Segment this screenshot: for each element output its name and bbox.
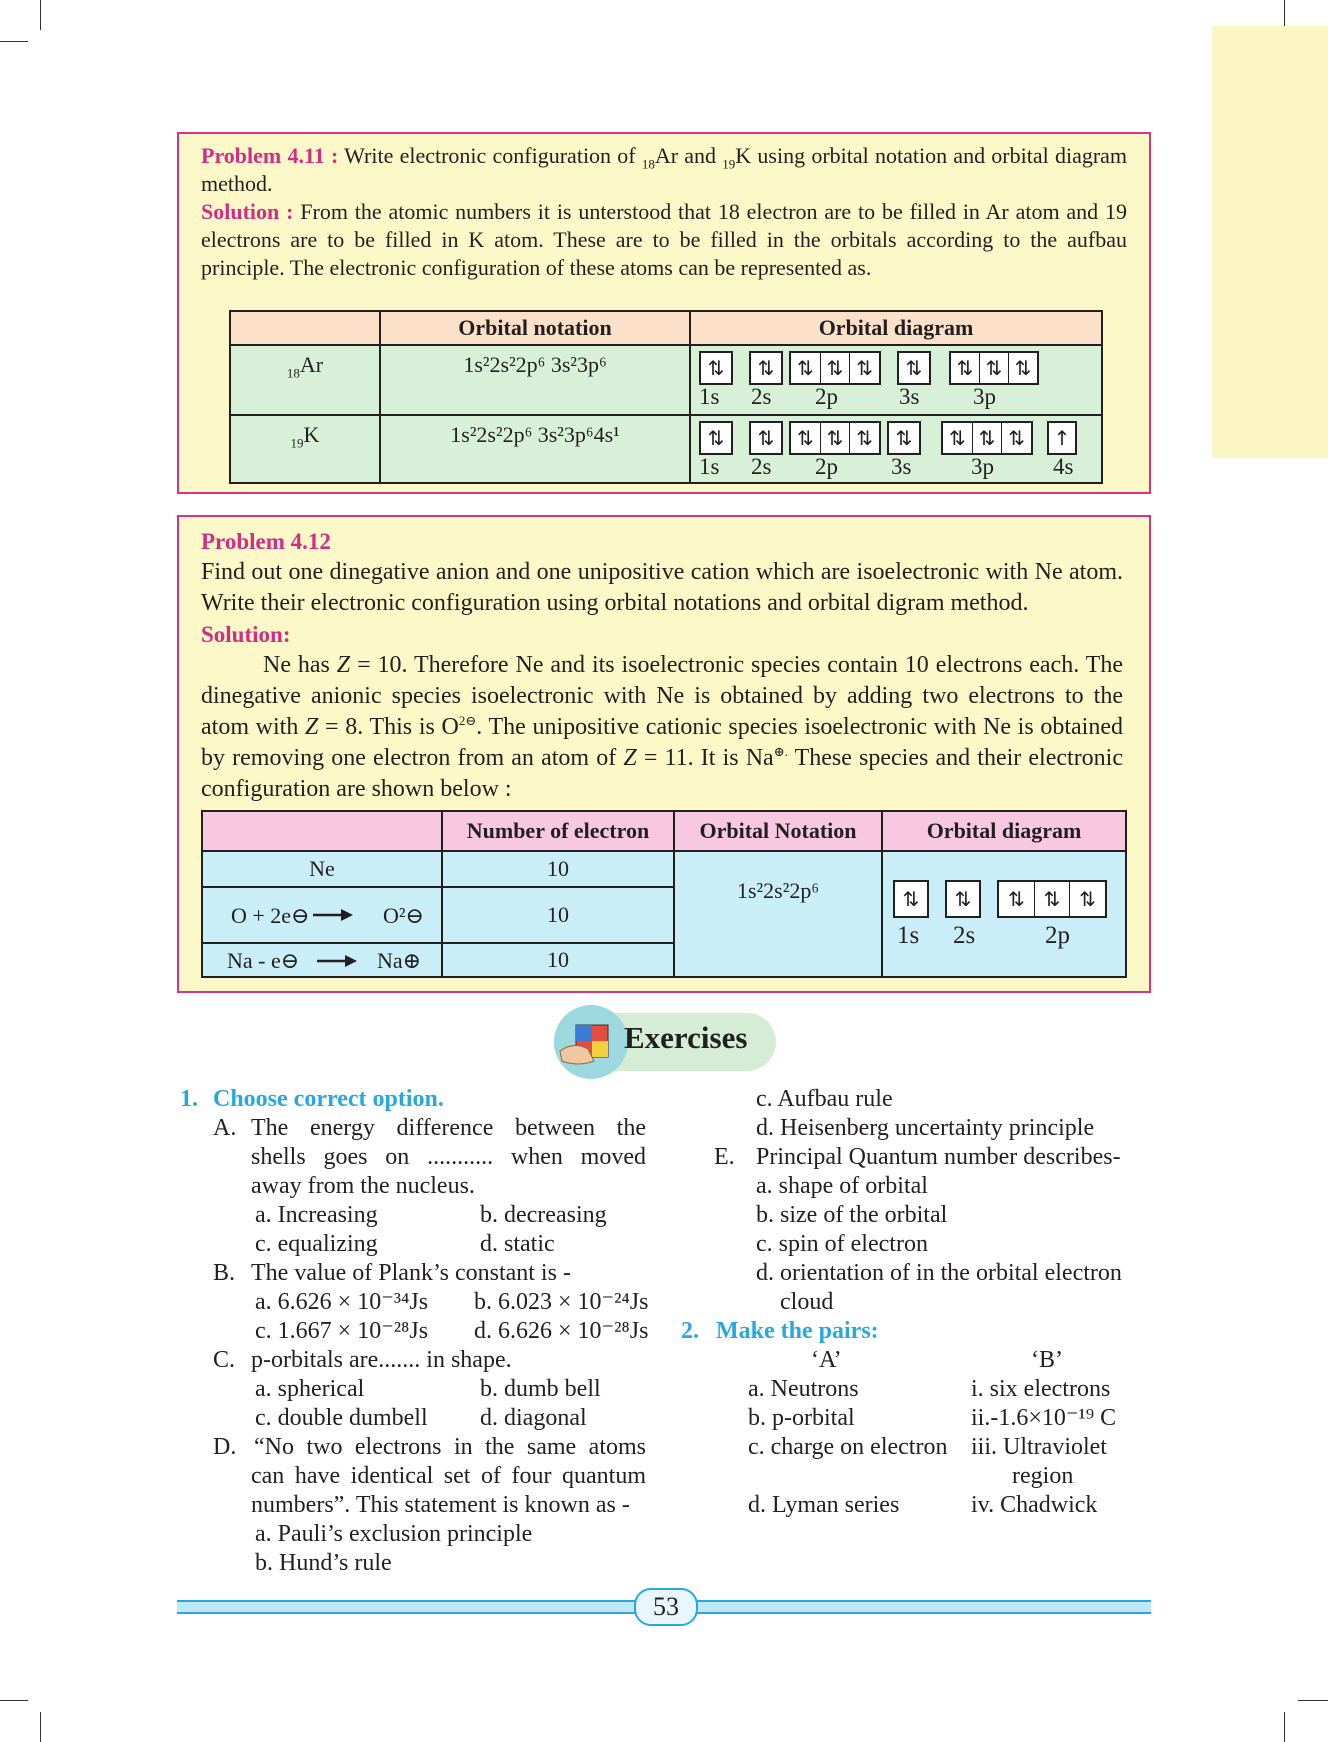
arrow-pair-icon: ⇅	[943, 423, 973, 453]
crop-mark	[40, 0, 41, 30]
option: c. spin of electron	[756, 1231, 928, 1257]
arrow-pair-icon: ⇅	[902, 887, 920, 911]
pair-b-item: region	[1012, 1463, 1074, 1489]
table-header	[202, 811, 442, 851]
table-header: Orbital diagram	[882, 811, 1126, 851]
orbital-box-2p	[997, 880, 1107, 918]
orbital-notation-cell: 1s²2s²2p⁶	[674, 851, 882, 977]
option: d. static	[480, 1231, 555, 1257]
option: d. Heisenberg uncertainty principle	[756, 1115, 1095, 1141]
option: a. shape of orbital	[756, 1173, 928, 1199]
orbital-box-2s	[749, 351, 783, 385]
arrow-pair-icon: ⇅	[895, 426, 913, 450]
arrow-pair-icon: ⇅	[905, 356, 923, 380]
option: a. 6.626 × 10⁻³⁴Js	[255, 1289, 429, 1315]
orbital-notation-cell: 1s²2s²2p⁶ 3s²3p⁶	[380, 345, 690, 415]
orbital-box-3s	[887, 421, 921, 455]
arrow-pair-icon: ⇅	[791, 423, 821, 453]
orbital-diagram: ⇅ ⇅ ⇅ ⇅ ⇅ ⇅ ⇅ ⇅ ⇅ ↑ 1s 2s 2p 3s 3p 4s	[691, 416, 1101, 452]
arrow-pair-icon: ⇅	[973, 423, 1003, 453]
arrow-pair-icon: ⇅	[1035, 882, 1071, 916]
orbital-diagram-cell	[690, 345, 1102, 415]
crop-mark	[1284, 1712, 1285, 1742]
arrow-pair-icon: ⇅	[757, 356, 775, 380]
arrow-pair-icon: ⇅	[791, 353, 821, 383]
exercises-title: Exercises	[624, 1020, 748, 1055]
orbital-box-2s	[749, 421, 783, 455]
arrow-pair-icon: ⇅	[954, 887, 972, 911]
option: c. Aufbau rule	[756, 1086, 893, 1112]
option: d. 6.626 × 10⁻²⁸Js	[474, 1318, 649, 1344]
table-header: Orbital notation	[380, 311, 690, 345]
pair-b-item: iii. Ultraviolet	[971, 1434, 1107, 1460]
solution-label: Solution :	[201, 199, 294, 224]
option: c. equalizing	[255, 1231, 378, 1257]
orbital-notation-cell: 1s²2s²2p⁶ 3s²3p⁶4s¹	[380, 415, 690, 483]
option: b. size of the orbital	[756, 1202, 948, 1228]
arrow-pair-icon: ⇅	[1008, 426, 1026, 450]
electron-count-cell: 10	[442, 943, 674, 977]
element-cell: $_{19}$K	[230, 415, 380, 483]
orbital-box-3p	[949, 351, 1039, 385]
arrow-pair-icon: ⇅	[821, 423, 851, 453]
species-cell: Ne	[202, 851, 442, 887]
orbital-box-1s	[893, 880, 929, 918]
arrow-pair-icon: ⇅	[707, 356, 725, 380]
problem-4-11-solution: Solution : From the atomic numbers it is unterstood that 18 electron are to be filled in Ar atom and 19 electrons are to be filled in K atom. These are to be filled in the orbitals according to the aufbau principle. The electronic configuration of these atoms can be represented as.	[201, 199, 1128, 280]
pair-a-item: d. Lyman series	[748, 1492, 900, 1518]
option: a. Pauli’s exclusion principle	[255, 1521, 533, 1547]
crop-mark	[1298, 1700, 1328, 1701]
crop-mark	[0, 1700, 28, 1701]
option: d. diagonal	[480, 1405, 587, 1431]
option: b. dumb bell	[480, 1376, 601, 1402]
problem-4-11-question: Problem 4.11 : Write electronic configuration of $_{18}$Ar and $_{19}$K using orbital notation and orbital diagram method.	[201, 143, 1128, 196]
orbital-box-2p	[789, 421, 881, 455]
arrow-pair-icon: ⇅	[999, 882, 1035, 916]
orbital-box-3s	[897, 351, 931, 385]
orbital-box-2p	[789, 351, 881, 385]
arrow-pair-icon: ⇅	[980, 353, 1009, 383]
option: b. Hund’s rule	[255, 1550, 392, 1576]
side-tab	[1212, 26, 1328, 458]
rubiks-cube-hand-icon	[554, 1005, 628, 1079]
electron-count-cell: 10	[442, 851, 674, 887]
question-number: 1.	[180, 1086, 198, 1112]
pair-a-item: a. Neutrons	[748, 1376, 859, 1402]
orbital-box-2s	[945, 880, 981, 918]
option: b. decreasing	[480, 1202, 607, 1228]
footer-rule-right	[692, 1600, 1151, 1614]
option: a. spherical	[255, 1376, 365, 1402]
question-number: 2.	[681, 1318, 699, 1344]
reaction-cell: Na - e⊖ Na⊕	[202, 943, 442, 977]
crop-mark	[0, 41, 28, 42]
element-cell: $_{18}$Ar	[230, 345, 380, 415]
electron-count-cell: 10	[442, 887, 674, 943]
arrow-up-icon: ↑	[1053, 426, 1071, 450]
arrow-pair-icon: ⇅	[821, 353, 851, 383]
arrow-pair-icon: ⇅	[1014, 356, 1032, 380]
question-title: Choose correct option.	[213, 1086, 444, 1112]
orbital-diagram: ⇅ ⇅ ⇅ ⇅ ⇅ 1s 2s 2p	[883, 852, 1125, 962]
page-number: 53	[634, 1588, 698, 1626]
option: a. Increasing	[255, 1202, 378, 1228]
question-title: Make the pairs:	[716, 1318, 879, 1344]
arrow-right-icon	[313, 908, 353, 922]
table-header: Number of electron	[442, 811, 674, 851]
table-header	[230, 311, 380, 345]
pair-b-item: iv. Chadwick	[971, 1492, 1098, 1518]
problem-4-11-box	[177, 132, 1151, 494]
orbital-box-1s	[699, 421, 733, 455]
pair-b-item: ii.-1.6×10⁻¹⁹ C	[971, 1405, 1117, 1431]
problem-4-12-box	[177, 515, 1151, 993]
column-b-header: ‘B’	[1031, 1347, 1063, 1373]
footer-rule-left	[177, 1600, 637, 1614]
option: b. 6.023 × 10⁻²⁴Js	[474, 1289, 649, 1315]
crop-mark	[40, 1712, 41, 1742]
orbital-box-1s	[699, 351, 733, 385]
pair-b-item: i. six electrons	[971, 1376, 1111, 1402]
pair-a-item: c. charge on electron	[748, 1434, 948, 1460]
problem-title: Problem 4.12	[201, 529, 331, 554]
option: c. 1.667 × 10⁻²⁸Js	[255, 1318, 429, 1344]
arrow-pair-icon: ⇅	[707, 426, 725, 450]
arrow-right-icon	[317, 954, 357, 968]
table-header: Orbital diagram	[690, 311, 1102, 345]
pair-a-item: b. p-orbital	[748, 1405, 855, 1431]
orbital-diagram-cell	[690, 415, 1102, 483]
option: d. orientation of in the orbital electron	[756, 1260, 1122, 1286]
arrow-pair-icon: ⇅	[856, 356, 874, 380]
problem-4-12-question: Find out one dinegative anion and one unipositive cation which are isoelectronic with Ne atom. Write their electronic configuration using orbital notations and orbital digram method.	[201, 559, 1123, 616]
arrow-pair-icon: ⇅	[856, 426, 874, 450]
problem-4-12-solution: Ne has Z = 10. Therefore Ne and its isoelectronic species contain 10 electrons each. The dinegative anionic species isoelectronic with Ne is obtained by adding two electrons to the atom with Z = 8. This is $O^{2⊖}$. The unipositive cationic species isoelectronic with Ne is obtained by removing one electron from an atom of Z = 11. It is Na⊕. These species and their electronic configuration are shown below :	[201, 652, 1124, 802]
column-a-header: ‘A’	[811, 1347, 842, 1373]
orbital-box-3p	[941, 421, 1033, 455]
table-header: Orbital Notation	[674, 811, 882, 851]
orbital-diagram-cell	[882, 851, 1126, 977]
arrow-pair-icon: ⇅	[951, 353, 980, 383]
reaction-cell: O + 2e⊖ O²⊖	[202, 887, 442, 943]
orbital-box-4s	[1047, 421, 1077, 455]
solution-label: Solution:	[201, 622, 291, 647]
problem-title: Problem 4.11 :	[201, 143, 339, 168]
orbital-diagram: ⇅ ⇅ ⇅ ⇅ ⇅ ⇅ ⇅ ⇅ ⇅ 1s 2s 2p 3s 3p	[691, 346, 1101, 382]
arrow-pair-icon: ⇅	[1079, 887, 1097, 911]
option: c. double dumbell	[255, 1405, 428, 1431]
arrow-pair-icon: ⇅	[757, 426, 775, 450]
isoelectronic-table	[201, 810, 1127, 978]
config-table-ar-k	[229, 310, 1103, 484]
